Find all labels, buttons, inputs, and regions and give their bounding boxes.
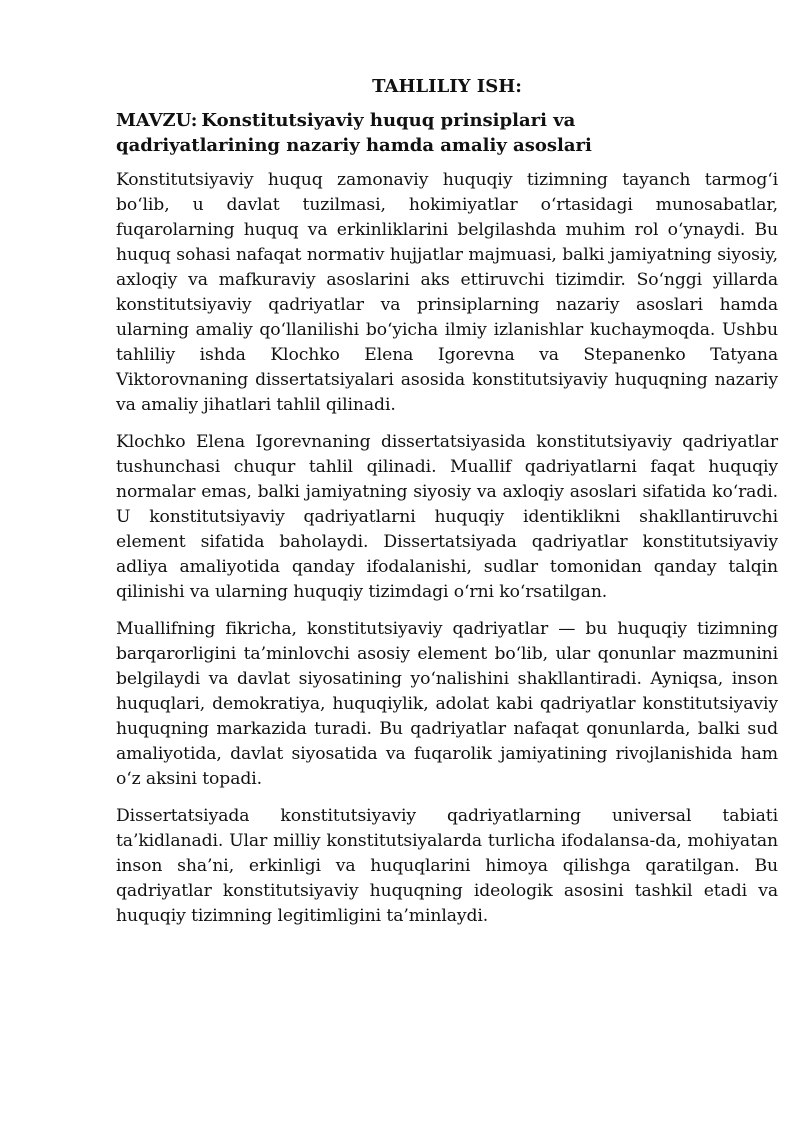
document-page [116,74,778,941]
topic-heading [116,108,646,158]
paragraph-2: Klochko Elena Igorevnaning dissertatsiyasida konstitutsiyaviy qadriyatlar tushunchasi chuqur tahlil qilinadi. Muallif qadriyatlarni faqat huquqiy normalar emas, balki jamiyatning siyosiy va axloqiy asoslari sifatida ko‘radi. U konstitutsiyaviy qadriyatlarni huquqiy identiklikni shakllantiruvchi element sifatida baholaydi. Dissertatsiyada qadriyatlar konstitutsiyaviy adliya amaliyotida qanday ifodalanishi, sudlar tomonidan qanday talqin qilinishi va ularning huquqiy tizimdagi o‘rni ko‘rsatilgan. [116,432,778,602]
paragraph-4: Dissertatsiyada konstitutsiyaviy qadriyatlarning universal tabiati ta’kidlanadi. Ular milliy konstitutsiyalarda turlicha ifodalansa-da, mohiyatan inson sha’ni, erkinligi va huquqlarini himoya qilishga qaratilgan. Bu qadriyatlar konstitutsiyaviy huquqning ideologik asosini tashkil etadi va huquqiy tizimning legitimligini ta’minlaydi. [116,806,778,926]
paragraph-3: Muallifning fikricha, konstitutsiyaviy qadriyatlar — bu huquqiy tizimning barqarorligini ta’minlovchi asosiy element bo‘lib, ular qonunlar mazmunini belgilaydi va davlat siyosatining yo‘nalishini shakllantiradi. Ayniqsa, inson huquqlari, demokratiya, huquqiylik, adolat kabi qadriyatlar konstitutsiyaviy huquqning markazida turadi. Bu qadriyatlar nafaqat qonunlarda, balki sud amaliyotida, davlat siyosatida va fuqarolik jamiyatining rivojlanishida ham o‘z aksini topadi. [116,619,778,789]
topic-label: MAVZU: [116,110,198,131]
paragraph-1: Konstitutsiyaviy huquq zamonaviy huquqiy tizimning tayanch tarmog‘i bo‘lib, u davlat tuzilmasi, hokimiyatlar o‘rtasidagi munosabatlar, fuqarolarning huquq va erkinliklarini belgilashda muhim rol o‘ynaydi. Bu huquq sohasi nafaqat normativ hujjatlar majmuasi, balki jamiyatning siyosiy, axloqiy va mafkuraviy asoslarini aks ettiruvchi tizimdir. So‘nggi yillarda konstitutsiyaviy qadriyatlar va prinsiplarning nazariy asoslari hamda ularning amaliy qo‘llanilishi bo‘yicha ilmiy izlanishlar kuchaymoqda. Ushbu tahliliy ishda Klochko Elena Igorevna va Stepanenko Tatyana Viktorovnaning dissertatsiyalari asosida konstitutsiyaviy huquqning nazariy va amaliy jihatlari tahlil qilinadi. [116,170,778,415]
topic-text: Konstitutsiyaviy huquq prinsiplari va qadriyatlarining nazariy hamda amaliy asoslari [116,110,592,156]
document-title: TAHLILIY ISH: [372,76,522,97]
